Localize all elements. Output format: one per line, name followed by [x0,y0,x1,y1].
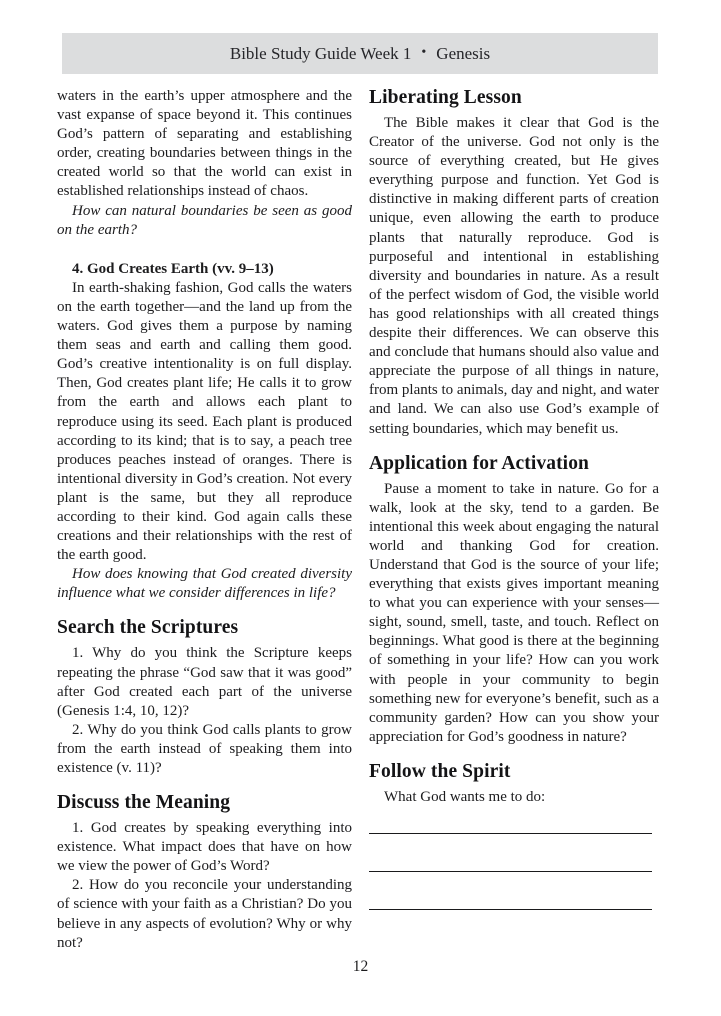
discuss-question-2: 2. How do you reconcile your understanding of science with your faith as a Christian? Do you believe in any aspects of evolution? Why or why not? [57,877,352,951]
paragraph-liberating-lesson: The Bible makes it clear that God is the Creator of the universe. God not only is the source of everything created, but He gives everything purpose and function. Yet God is distinctive in making different parts of creation unique, even allowing the earth to produce plants that naturally reproduce. God is purposeful and intentional in establishing diversity and boundaries in nature. As a result of the perfect wisdom of God, the visible world has good relationships with all created things despite their differences. We can observe this and conclude that humans should also value and appreciate the purpose of all things in nature, from plants to animals, day and night, and water and land. We can also use God’s example of setting boundaries, which may benefit us. [369,115,659,437]
right-column [369,87,659,953]
page-footer [0,958,721,976]
header-title-left: Bible Study Guide Week 1 [229,43,412,63]
section-heading-follow-the-spirit: Follow the Spirit [369,760,511,782]
writing-lines-group [369,807,652,910]
two-column-body [57,87,659,953]
search-question-2: 2. Why do you think God calls plants to grow from the earth instead of speaking them into existence (v. 11)? [57,721,352,776]
reflection-question-diversity: How does knowing that God created diversity influence what we consider differences in life? [57,566,352,602]
page-number: 12 [352,958,369,975]
paragraph-god-creates-earth: In earth-shaking fashion, God calls the waters on the earth together—and the land up from the waters. God gives them a purpose by naming them seas and earth and calling them good. God’s creative intentionality is on full display. Then, God creates plant life; He calls it to grow from the earth and allows each plant to reproduce using its seed. Each plant is produced according to its kind; that is to say, a peach tree produces peaches instead of oranges. There is intentional diversity in God’s creation. Not every plant is the same, but they all reproduce according to their kind. God again calls these creations and their relationships with the rest of the earth good. [57,279,352,564]
writing-line [369,834,652,872]
header-title-right: Genesis [436,43,491,63]
page-header-banner [62,33,658,74]
search-question-1: 1. Why do you think the Scripture keeps repeating the phrase “God saw that it was good” after God created each part of the universe (Genesis 1:4, 10, 12)? [57,645,352,719]
writing-line [369,872,652,910]
header-bullet-separator: • [421,44,427,60]
subsection-heading-god-creates-earth: 4. God Creates Earth (vv. 9–13) [72,260,274,277]
section-heading-liberating-lesson: Liberating Lesson [369,87,522,108]
paragraph-application-for-activation: Pause a moment to take in nature. Go for a walk, look at the sky, tend to a garden. Be intentional this week about engaging the natural world and thanking God for creation. Understand that God is the source of your life; everything that exists gives important meaning to what you can experience with your senses—sight, sound, smell, taste, and touch. Reflect on beginnings. What good is there at the beginning of something in your life? How can you work with people in your community to begin something new for everyone’s benefit, such as a community garden? How can you show your appreciation for God’s goodness in nature? [369,480,659,745]
follow-the-spirit-prompt: What God wants me to do: [384,788,546,805]
left-column [57,87,352,953]
writing-line [369,807,652,834]
section-heading-application-for-activation: Application for Activation [369,452,589,474]
reflection-question-boundaries: How can natural boundaries be seen as good on the earth? [57,202,352,238]
paragraph-continuation: waters in the earth’s upper atmosphere and the vast expanse of space beyond it. This continues God’s pattern of separating and establishing order, creating boundaries between things in the created world so that the world can exist in established relationships instead of chaos. [57,88,352,200]
section-heading-discuss-the-meaning: Discuss the Meaning [57,792,231,814]
section-heading-search-the-scriptures: Search the Scriptures [57,617,239,639]
discuss-question-1: 1. God creates by speaking everything into existence. What impact does that have on how we view the power of God’s Word? [57,820,352,875]
